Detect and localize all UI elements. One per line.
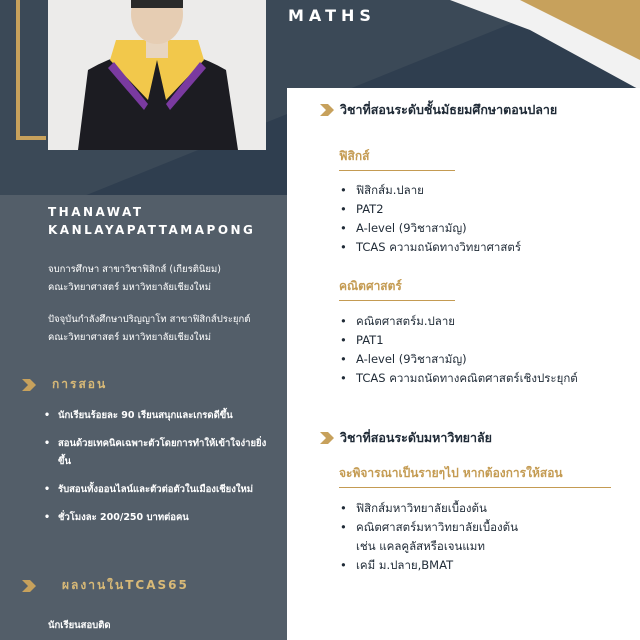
divider [339,300,455,301]
university-note: จะพิจารณาเป็นรายๆไป หากต้องการให้สอน [339,466,563,480]
list-item: • คณิตศาสตร์มหาวิทยาลัยเบื้องต้น [340,518,518,537]
photo-frame [16,136,46,140]
education-block [48,311,250,347]
highschool-title: วิชาที่สอนระดับชั้นมัธยมศึกษาตอนปลาย [340,102,558,117]
name-last: KANLAYAPATTAMAPONG [48,223,256,237]
list-item: • คณิตศาสตร์ม.ปลาย [340,312,578,331]
university-list [340,499,518,575]
profile-photo [48,0,266,150]
divider [339,170,455,171]
list-item: • A-level (9วิชาสามัญ) [340,219,521,238]
teaching-list [44,407,278,537]
education-line: ปัจจุบันกำลังศึกษาปริญญาโท สาขาฟิสิกส์ประยุกต์ [48,314,251,325]
subject-title: MATHS [288,6,376,25]
list-item: • TCAS ความถนัดทางวิทยาศาสตร์ [340,238,521,257]
list-item: • รับสอนทั้งออนไลน์และตัวต่อตัวในเมืองเชียงใหม่ [44,481,278,499]
list-item: • นักเรียนร้อยละ 90 เรียนสนุกและเกรดดีขึ้น [44,407,278,425]
math-label: คณิตศาสตร์ [339,279,402,293]
education-line: คณะวิทยาศาสตร์ มหาวิทยาลัยเชียงใหม่ [48,282,212,293]
tutor-name [48,203,255,239]
list-item: • A-level (9วิชาสามัญ) [340,350,578,369]
name-first: THANAWAT [48,205,144,219]
list-item: • เคมี ม.ปลาย,BMAT [340,556,518,575]
list-item: • PAT1 [340,331,578,350]
results-heading [22,576,189,595]
highschool-heading [320,100,557,120]
photo-frame [16,0,20,140]
chevron-right-icon [320,104,334,116]
list-item: • PAT2 [340,200,521,219]
education-line: คณะวิทยาศาสตร์ มหาวิทยาลัยเชียงใหม่ [48,332,212,343]
physics-list [340,181,521,257]
teaching-title: การสอน [52,377,108,391]
list-item: • TCAS ความถนัดทางคณิตศาสตร์เชิงประยุกต์ [340,369,578,388]
results-title: ผลงานในTCAS65 [62,578,189,592]
chevron-right-icon [22,379,36,391]
list-item: • ฟิสิกส์มหาวิทยาลัยเบื้องต้น [340,499,518,518]
list-item-continuation: เช่น แคลคูลัสหรือเจนแมท [356,539,485,553]
chevron-right-icon [22,580,36,592]
teaching-heading [22,375,107,394]
list-item: • ฟิสิกส์ม.ปลาย [340,181,521,200]
list-item: • ชั่วโมงละ 200/250 บาทต่อคน [44,509,278,527]
education-line: จบการศึกษา สาขาวิชาฟิสิกส์ (เกียรตินิยม) [48,264,221,275]
divider [339,487,611,488]
education-block [48,261,221,297]
math-list [340,312,578,388]
results-subtitle: นักเรียนสอบติด [48,620,111,631]
physics-label: ฟิสิกส์ [339,149,370,163]
university-title: วิชาที่สอนระดับมหาวิทยาลัย [340,430,493,445]
university-heading [320,428,492,448]
chevron-right-icon [320,432,334,444]
list-item: • สอนด้วยเทคนิคเฉพาะตัวโดยการทำให้เข้าใจง่ายยิ่งขึ้น [44,435,278,471]
